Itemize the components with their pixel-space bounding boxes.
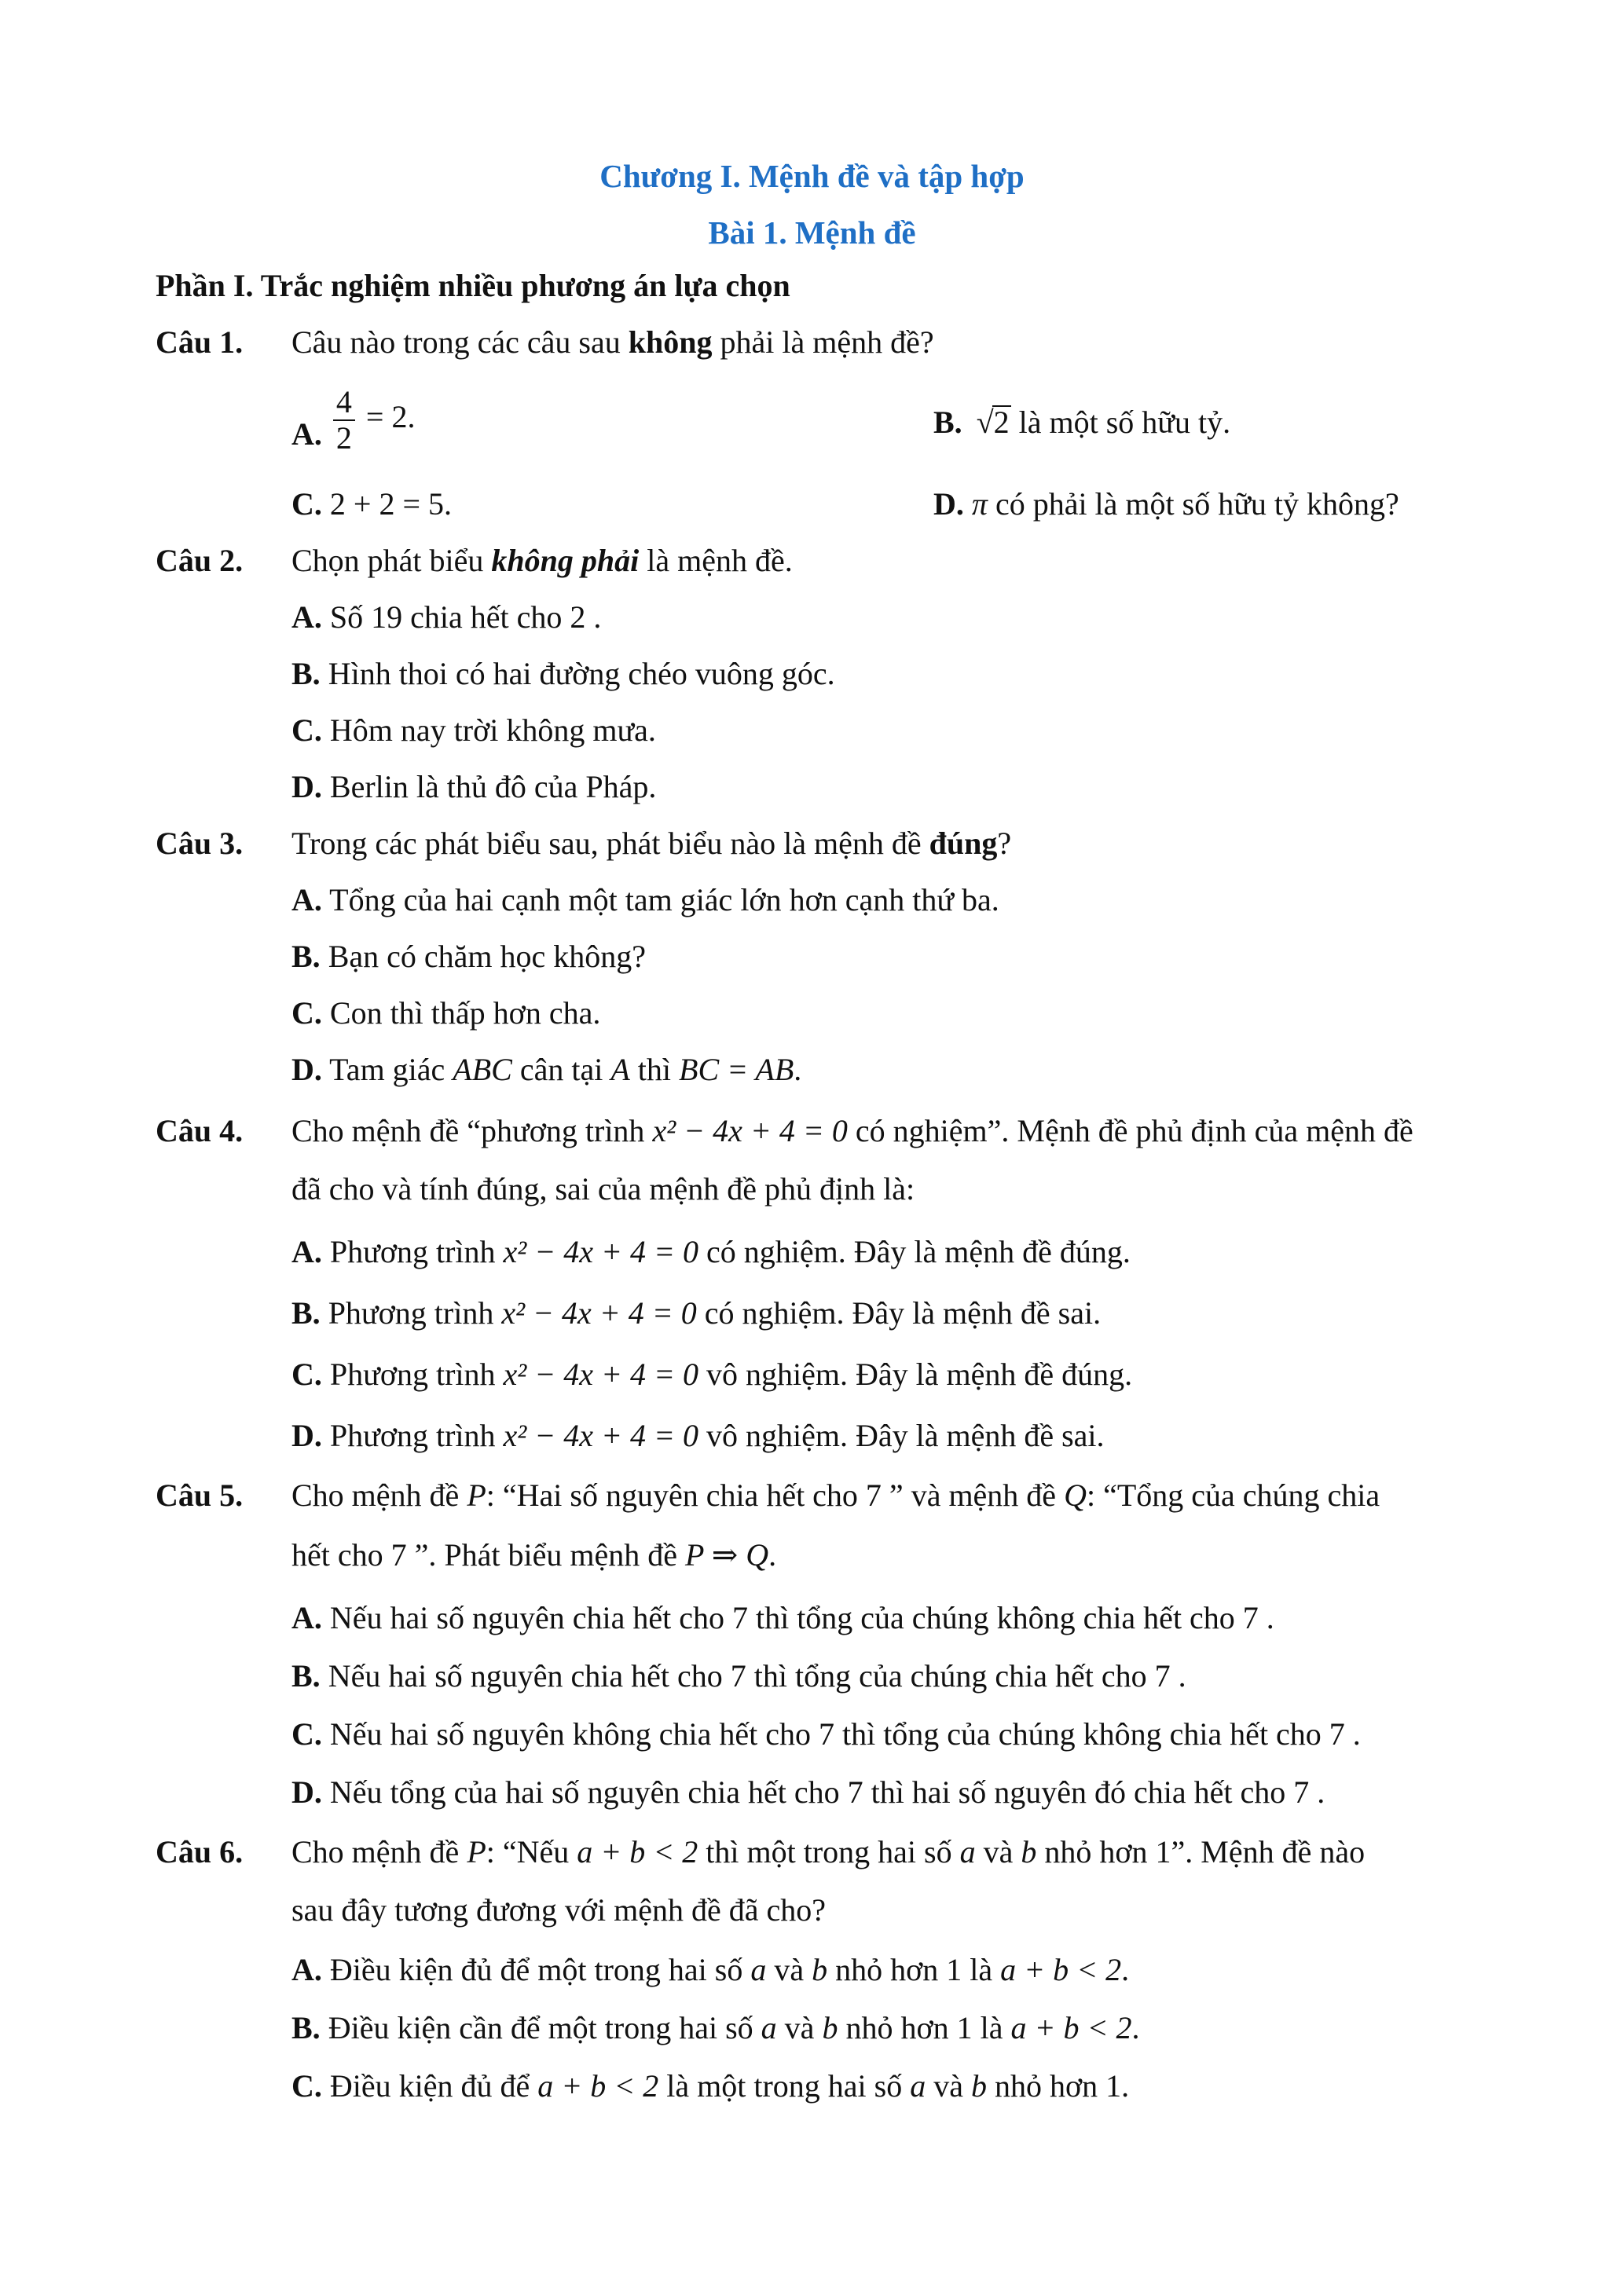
q5-option-a: A. Nếu hai số nguyên chia hết cho 7 thì tổng của chúng không chia hết cho 7 . — [291, 1600, 1274, 1635]
q1-option-b: B. √2 là một số hữu tỷ. — [933, 405, 1231, 440]
q3-option-b: B. Bạn có chăm học không? — [291, 939, 647, 974]
q4-option-d: D. Phương trình x² − 4x + 4 = 0 vô nghiệm. Đây là mệnh đề sai. — [291, 1418, 1105, 1453]
q4-text-line2: đã cho và tính đúng, sai của mệnh đề phủ định là: — [291, 1171, 915, 1207]
q4-option-c: C. Phương trình x² − 4x + 4 = 0 vô nghiệm. Đây là mệnh đề đúng. — [291, 1357, 1133, 1392]
q2-number: Câu 2. — [156, 543, 244, 578]
q3-option-a: A. Tổng của hai cạnh một tam giác lớn hơn cạnh thứ ba. — [291, 882, 999, 917]
q5-text-line1: Cho mệnh đề P: “Hai số nguyên chia hết cho 7 ” và mệnh đề Q: “Tổng của chúng chia — [291, 1478, 1380, 1513]
q5-text-line2: hết cho 7 ”. Phát biểu mệnh đề P ⇒ Q. — [291, 1537, 777, 1573]
fraction: $\frac{4}{2}$ — [333, 385, 355, 456]
q3-option-c: C. Con thì thấp hơn cha. — [291, 995, 601, 1031]
q4-text-line1: Cho mệnh đề “phương trình x² − 4x + 4 = 0 có nghiệm”. Mệnh đề phủ định của mệnh đề — [291, 1113, 1413, 1148]
q4-option-b: B. Phương trình x² − 4x + 4 = 0 có nghiệm. Đây là mệnh đề sai. — [291, 1295, 1102, 1331]
q1-number: Câu 1. — [156, 324, 244, 360]
q5-option-c: C. Nếu hai số nguyên không chia hết cho 7 thì tổng của chúng không chia hết cho 7 . — [291, 1716, 1361, 1752]
q1-text: Câu nào trong các câu sau không phải là mệnh đề? — [291, 324, 934, 360]
q4-option-a: A. Phương trình x² − 4x + 4 = 0 có nghiệm. Đây là mệnh đề đúng. — [291, 1234, 1131, 1269]
q1-option-d: D. π có phải là một số hữu tỷ không? — [933, 486, 1399, 522]
chapter-title: Chương I. Mệnh đề và tập hợp — [599, 158, 1025, 194]
q6-option-b: B. Điều kiện cần để một trong hai số a và b nhỏ hơn 1 là a + b < 2. — [291, 2010, 1140, 2045]
section-heading: Phần I. Trắc nghiệm nhiều phương án lựa chọn — [156, 268, 790, 303]
q5-option-b: B. Nếu hai số nguyên chia hết cho 7 thì tổng của chúng chia hết cho 7 . — [291, 1658, 1186, 1694]
q2-option-a: A. Số 19 chia hết cho 2 . — [291, 599, 602, 635]
q3-number: Câu 3. — [156, 826, 244, 861]
q2-option-d: D. Berlin là thủ đô của Pháp. — [291, 769, 657, 804]
q3-text: Trong các phát biểu sau, phát biểu nào là mệnh đề đúng? — [291, 826, 1012, 861]
q1-option-c: C. 2 + 2 = 5. — [291, 486, 453, 522]
lesson-title: Bài 1. Mệnh đề — [708, 214, 916, 251]
q6-text-line2: sau đây tương đương với mệnh đề đã cho? — [291, 1892, 826, 1928]
q6-option-c: C. Điều kiện đủ để a + b < 2 là một trong hai số a và b nhỏ hơn 1. — [291, 2068, 1130, 2104]
q3-option-d: D. Tam giác ABC cân tại A thì BC = AB. — [291, 1052, 802, 1087]
q6-text-line1: Cho mệnh đề P: “Nếu a + b < 2 thì một trong hai số a và b nhỏ hơn 1”. Mệnh đề nào — [291, 1834, 1366, 1869]
q6-option-a: A. Điều kiện đủ để một trong hai số a và b nhỏ hơn 1 là a + b < 2. — [291, 1952, 1130, 1987]
q2-text: Chọn phát biểu không phải là mệnh đề. — [291, 543, 793, 578]
q5-option-d: D. Nếu tổng của hai số nguyên chia hết cho 7 thì hai số nguyên đó chia hết cho 7 . — [291, 1774, 1325, 1810]
q4-number: Câu 4. — [156, 1113, 244, 1148]
q2-option-c: C. Hôm nay trời không mưa. — [291, 712, 656, 748]
q1-option-a: A. $\frac{4}{2}$ = 2. — [291, 384, 416, 456]
q6-number: Câu 6. — [156, 1834, 244, 1869]
q2-option-b: B. Hình thoi có hai đường chéo vuông góc. — [291, 656, 835, 691]
q5-number: Câu 5. — [156, 1478, 244, 1513]
